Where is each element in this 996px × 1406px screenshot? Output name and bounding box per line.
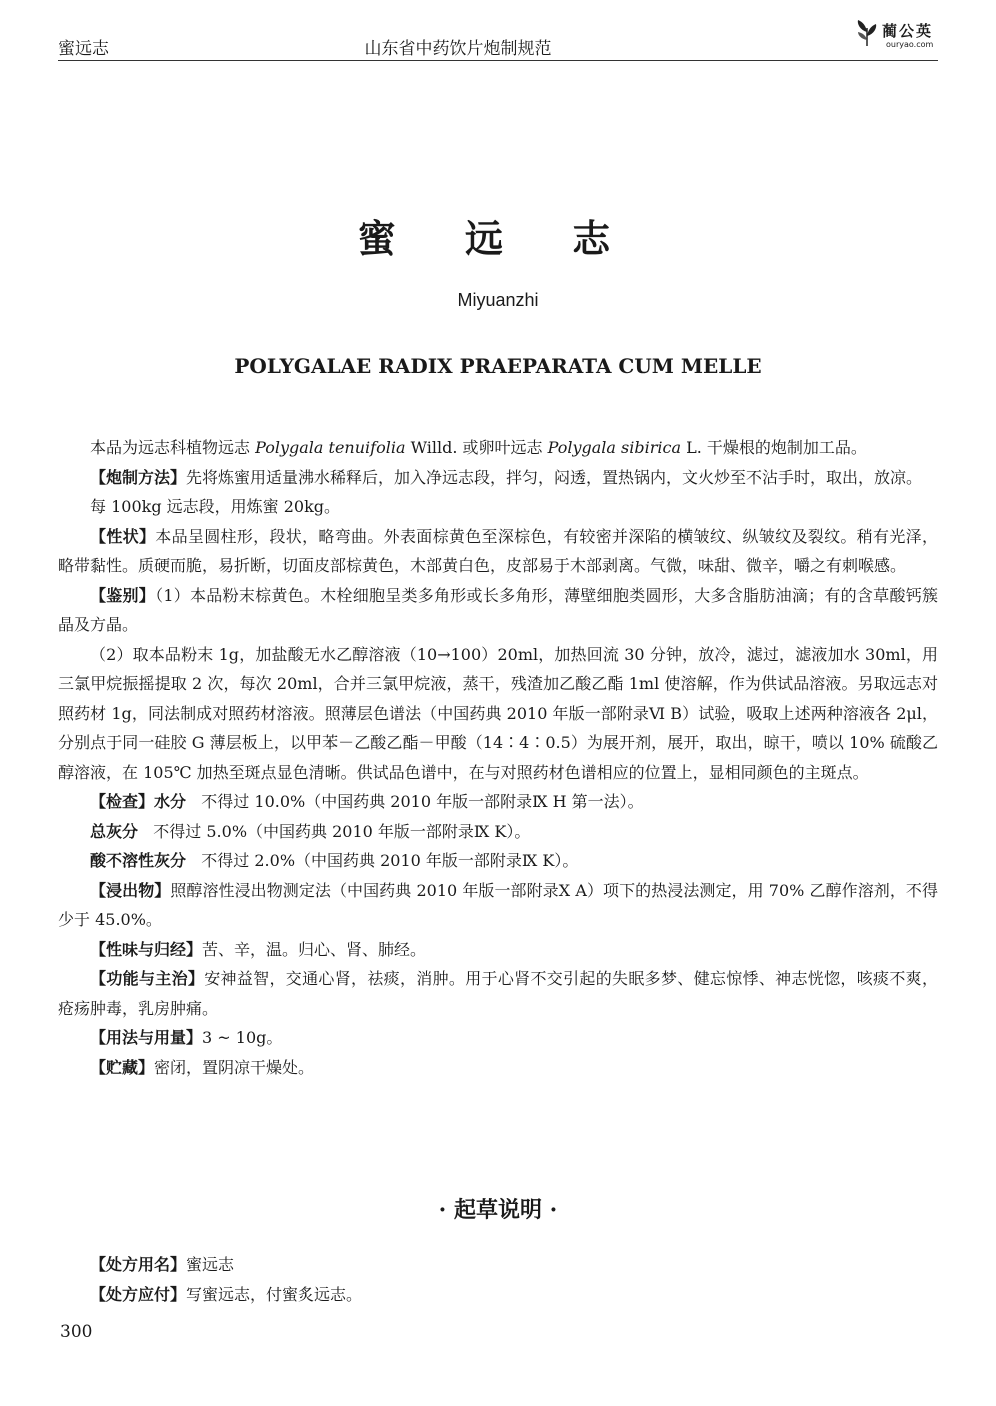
logo-name: 蔺公英 — [882, 22, 934, 40]
honey-ratio: 每 100kg 远志段，用炼蜜 20kg。 — [90, 497, 341, 516]
latin-name: POLYGALAE RADIX PRAEPARATA CUM MELLE — [234, 354, 762, 378]
page-number: 300 — [60, 1322, 93, 1342]
sub-label: 水分 — [154, 792, 187, 811]
prescription-name: 【处方用名】蜜远志 — [90, 1255, 235, 1274]
identification-1: 【鉴别】（1）本品粉末棕黄色。木栓细胞呈类多角形或长多角形，薄壁细胞类圆形，大多含脂肪油滴；有的含草酸钙簇晶及方晶。 — [58, 585, 938, 634]
extractives: 【浸出物】照醇溶性浸出物测定法（中国药典 2010 年版一部附录Ⅹ A）项下的热浸法测定，用 70% 乙醇作溶剂，不得少于 45.0%。 — [58, 880, 938, 929]
running-header — [58, 34, 938, 64]
page-title: 蜜 远 志 — [357, 216, 639, 261]
section-label: 【处方用名】 — [90, 1255, 187, 1274]
section-label: 【浸出物】 — [90, 880, 171, 900]
inspection-water: 【检查】水分 不得过 10.0%（中国药典 2010 年版一部附录Ⅸ H 第一法）。 — [90, 792, 644, 811]
sub-label: 酸不溶性灰分 — [90, 851, 187, 870]
section-label: 【功能与主治】 — [90, 969, 205, 988]
header-rule — [58, 60, 938, 61]
drafting-notes-heading: · 起草说明 · — [438, 1197, 558, 1223]
leaf-logo-icon — [854, 18, 880, 48]
section-label: 【性状】 — [90, 526, 156, 546]
processing-method: 【炮制方法】先将炼蜜用适量沸水稀释后，加入净远志段，拌匀，闷透，置热锅内，文火炒至不沾手时，取出，放凉。 — [90, 467, 923, 487]
section-label: 【鉴别】 — [90, 585, 156, 605]
section-label: 【用法与用量】 — [90, 1028, 203, 1047]
inspection-acid-ash: 酸不溶性灰分 不得过 2.0%（中国药典 2010 年版一部附录Ⅸ K）。 — [90, 851, 579, 870]
section-label: 【性味与归经】 — [90, 939, 203, 959]
identification-2: （2）取本品粉末 1g，加盐酸无水乙醇溶液（10→100）20ml，加热回流 30 分钟，放冷，滤过，滤液加水 30ml，用三氯甲烷振摇提取 2 次，每次 20ml，合并三氯甲烷液，蒸干，残渣加乙酸乙酯 1ml 使溶解，作为供试品溶液。另取远志对照药材 1g，同法制成对照药材溶液。照薄层色谱法（中国药典 2010 年版一部附录Ⅵ B）试验，吸取上述两种溶液各 2μl，分别点于同一硅胶 G 薄层板上，以甲苯－乙酸乙酯－甲酸（14∶4∶0.5）为展开剂，展开，取出，晾干，喷以 10% 硫酸乙醇溶液，在 105℃ 加热至斑点显色清晰。供试品色谱中，在与对照药材色谱相应的位置上，显相同颜色的主斑点。 — [58, 644, 938, 782]
usage-dosage: 【用法与用量】3 ~ 10g。 — [90, 1028, 283, 1047]
sub-label: 总灰分 — [90, 821, 139, 841]
species-name: Polygala sibirica — [547, 438, 681, 457]
inspection-ash: 总灰分 不得过 5.0%（中国药典 2010 年版一部附录Ⅸ K）。 — [90, 821, 531, 841]
drafting-notes — [58, 1250, 938, 1310]
species-name: Polygala tenuifolia — [255, 438, 406, 457]
monograph-body — [58, 433, 938, 1082]
storage: 【贮藏】密闭，置阴凉干燥处。 — [90, 1057, 315, 1077]
section-label: 【检查】 — [90, 792, 155, 811]
header-book-title: 山东省中药饮片炮制规范 — [364, 39, 552, 59]
logo-url: ouryao.com — [886, 40, 934, 49]
watermark-logo — [854, 18, 944, 52]
section-label: 【处方应付】 — [90, 1285, 187, 1304]
functions-indications: 【功能与主治】安神益智，交通心肾，祛痰，消肿。用于心肾不交引起的失眠多梦、健忘惊悸、神志恍惚，咳痰不爽，疮疡肿毒，乳房肿痛。 — [58, 969, 938, 1018]
nature-meridian: 【性味与归经】苦、辛，温。归心、肾、肺经。 — [90, 939, 427, 959]
pinyin-name: Miyuanzhi — [457, 290, 539, 310]
header-section-name: 蜜远志 — [58, 39, 109, 59]
prescription-dispensing: 【处方应付】写蜜远志，付蜜炙远志。 — [90, 1285, 363, 1304]
section-label: 【炮制方法】 — [90, 467, 187, 487]
description: 【性状】本品呈圆柱形，段状，略弯曲。外表面棕黄色至深棕色，有较密并深陷的横皱纹、纵皱纹及裂纹。稍有光泽，略带黏性。质硬而脆，易折断，切面皮部棕黄色，木部黄白色，皮部易于木部剥离。气微，味甜、微辛，嚼之有刺喉感。 — [58, 526, 938, 575]
section-label: 【贮藏】 — [90, 1057, 155, 1077]
intro-paragraph: 本品为远志科植物远志 Polygala tenuifolia Willd. 或卵叶远志 Polygala sibirica L. 干燥根的炮制加工品。 — [90, 438, 867, 457]
